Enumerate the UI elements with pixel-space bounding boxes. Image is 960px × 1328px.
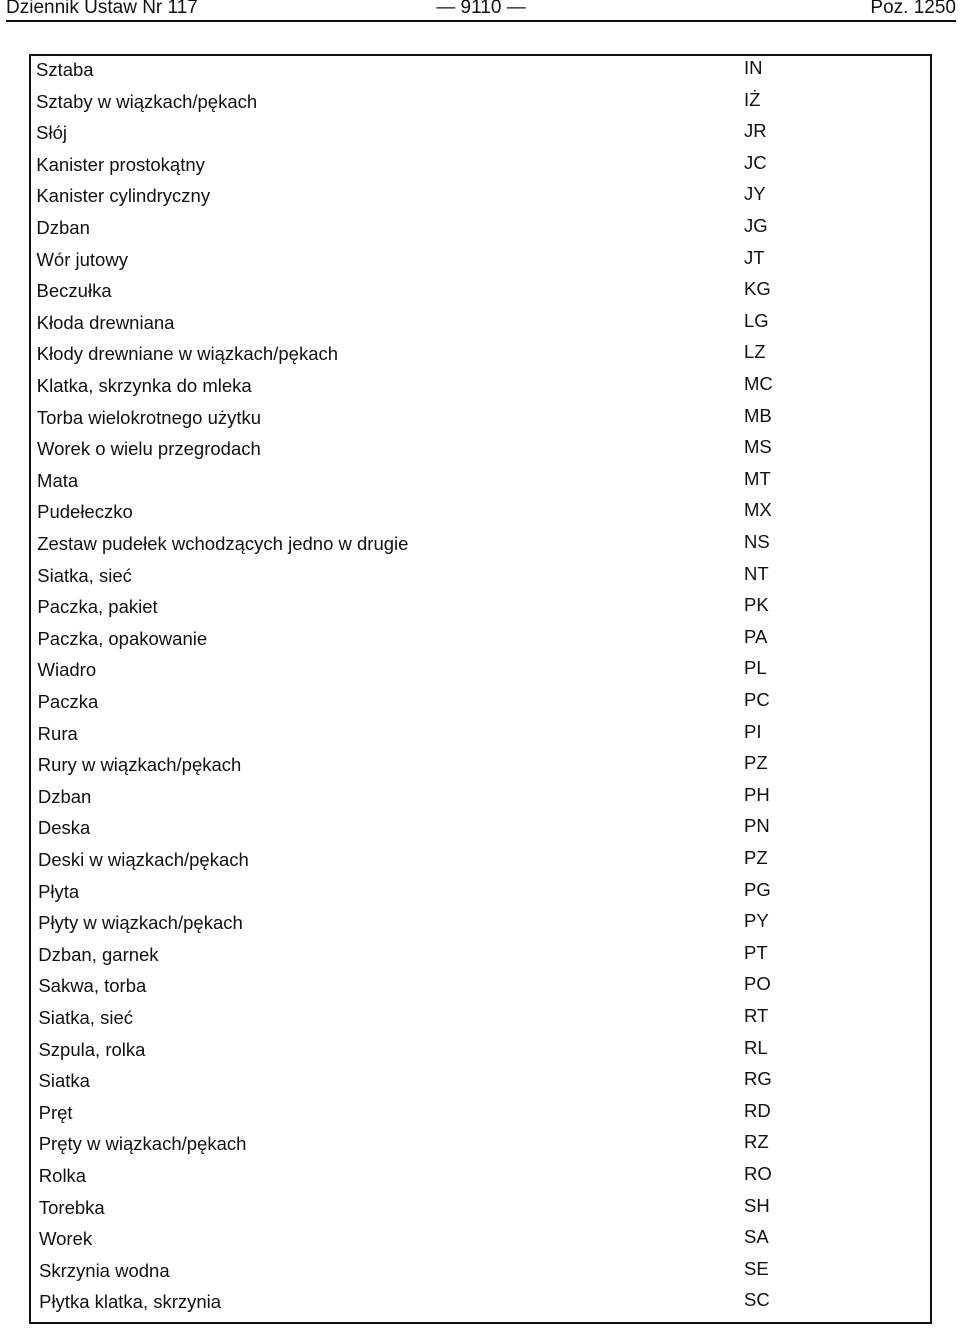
packaging-code: IN	[744, 57, 763, 78]
packaging-name: Klatka, skrzynka do mleka	[36, 375, 252, 396]
packaging-code: PI	[744, 720, 762, 742]
table-row	[31, 1165, 930, 1196]
table-row	[31, 1007, 930, 1038]
packaging-code: SE	[744, 1257, 769, 1279]
table-row	[31, 975, 930, 1006]
packaging-code: RZ	[744, 1131, 769, 1153]
table-row	[31, 533, 930, 564]
table-row	[31, 217, 930, 248]
packaging-code: MS	[744, 436, 772, 458]
packaging-name: Słój	[36, 122, 68, 144]
table-row	[31, 659, 930, 690]
packaging-name: Dzban	[37, 785, 92, 807]
packaging-name: Sakwa, torba	[38, 975, 147, 997]
packaging-name: Pudełeczko	[37, 501, 133, 523]
table-row	[31, 878, 930, 912]
packaging-name: Wiadro	[37, 659, 97, 681]
table-row	[31, 941, 930, 975]
table-row	[31, 151, 930, 185]
table-row	[31, 1228, 930, 1259]
packaging-code: JC	[744, 151, 767, 173]
packaging-name: Deski w wiązkach/pękach	[38, 849, 249, 870]
table-row	[31, 1070, 930, 1101]
packaging-name: Deska	[37, 817, 91, 839]
packaging-code: MB	[744, 404, 772, 426]
position-number: Poz. 1250	[870, 0, 956, 18]
packaging-name: Paczka, opakowanie	[37, 627, 208, 649]
table-row	[31, 1291, 930, 1322]
packaging-code: SA	[744, 1226, 769, 1248]
packaging-name: Siatka, sieć	[38, 1007, 133, 1028]
packaging-name: Dzban, garnek	[38, 943, 159, 965]
table-row	[31, 185, 930, 216]
table-row	[31, 849, 930, 880]
packaging-name: Sztaby w wiązkach/pękach	[36, 90, 258, 112]
table-row	[31, 783, 930, 817]
packaging-name: Mata	[37, 469, 79, 491]
packaging-code: PH	[744, 783, 770, 805]
packaging-code: PL	[744, 657, 767, 679]
packaging-code: SH	[744, 1194, 770, 1216]
table-row	[31, 309, 930, 343]
packaging-name: Rury w wiązkach/pękach	[37, 754, 242, 776]
table-row	[31, 596, 930, 627]
table-row	[31, 1257, 930, 1291]
table-row	[31, 501, 930, 532]
table-row	[31, 404, 930, 438]
table-row	[31, 754, 930, 785]
packaging-code: PC	[744, 689, 770, 710]
packaging-name: Paczka	[37, 691, 99, 712]
packaging-name: Płyta	[38, 880, 80, 902]
table-row	[31, 375, 930, 406]
table-row	[31, 438, 930, 469]
table-rows	[31, 56, 930, 1322]
packaging-code: PZ	[744, 847, 768, 868]
packaging-name: Kłoda drewniana	[36, 311, 175, 333]
page-number: — 9110 —	[436, 0, 526, 18]
packaging-codes-table	[29, 54, 932, 1324]
table-row	[31, 691, 930, 722]
packaging-name: Kanister prostokątny	[36, 153, 205, 175]
packaging-code: MX	[744, 499, 772, 521]
packaging-code: MC	[744, 373, 773, 394]
table-row	[31, 1133, 930, 1164]
packaging-name: Szpula, rolka	[38, 1038, 146, 1060]
table-row	[31, 467, 930, 501]
packaging-code: MT	[744, 467, 771, 489]
packaging-name: Sztaba	[36, 59, 94, 80]
table-row	[31, 720, 930, 754]
packaging-code: PA	[744, 625, 768, 647]
packaging-code: SC	[744, 1289, 770, 1311]
packaging-name: Torebka	[38, 1196, 105, 1218]
packaging-code: RL	[744, 1036, 768, 1058]
packaging-code: PK	[744, 594, 769, 616]
table-row	[31, 912, 930, 943]
packaging-name: Kłody drewniane w wiązkach/pękach	[36, 343, 339, 365]
packaging-code: PO	[744, 973, 771, 995]
table-row	[31, 246, 930, 280]
page-header	[6, 0, 956, 21]
packaging-name: Wór jutowy	[36, 248, 128, 270]
packaging-code: NS	[744, 531, 770, 552]
packaging-name: Płyty w wiązkach/pękach	[38, 912, 243, 934]
packaging-code: JG	[744, 215, 768, 236]
packaging-code: PG	[744, 878, 771, 900]
table-row	[31, 817, 930, 848]
packaging-name: Torba wielokrotnego użytku	[36, 406, 262, 428]
packaging-name: Kanister cylindryczny	[36, 185, 211, 207]
table-row	[31, 59, 930, 90]
packaging-name: Zestaw pudełek wchodzących jedno w drugie	[37, 533, 409, 554]
table-row	[31, 1194, 930, 1228]
packaging-code: PT	[744, 941, 768, 963]
packaging-code: RD	[744, 1099, 771, 1121]
header-rule	[6, 20, 956, 22]
table-row	[31, 280, 930, 311]
packaging-name: Worek	[38, 1228, 93, 1250]
packaging-name: Pręty w wiązkach/pękach	[38, 1133, 247, 1155]
table-row	[31, 625, 930, 659]
packaging-code: LG	[744, 309, 769, 331]
packaging-name: Siatka	[38, 1070, 90, 1092]
packaging-code: LZ	[744, 341, 766, 363]
packaging-name: Rura	[37, 722, 78, 744]
table-row	[31, 88, 930, 122]
packaging-name: Skrzynia wodna	[39, 1259, 170, 1281]
packaging-code: RO	[744, 1163, 772, 1184]
table-row	[31, 122, 930, 153]
packaging-code: JY	[744, 183, 766, 205]
table-row	[31, 562, 930, 596]
packaging-code: PZ	[744, 752, 768, 774]
packaging-code: PY	[744, 910, 769, 932]
packaging-code: PN	[744, 815, 770, 837]
table-row	[31, 1036, 930, 1070]
packaging-code: NT	[744, 562, 769, 584]
packaging-name: Dzban	[36, 217, 90, 238]
packaging-code: JT	[744, 246, 765, 268]
packaging-name: Płytka klatka, skrzynia	[39, 1291, 222, 1313]
packaging-name: Siatka, sieć	[37, 564, 132, 586]
packaging-code: RT	[744, 1005, 769, 1026]
packaging-name: Beczułka	[36, 280, 112, 302]
packaging-code: JR	[744, 120, 767, 142]
packaging-name: Rolka	[38, 1165, 87, 1186]
packaging-code: RG	[744, 1068, 772, 1090]
table-row	[31, 343, 930, 374]
packaging-name: Paczka, pakiet	[37, 596, 158, 618]
packaging-name: Worek o wielu przegrodach	[36, 438, 261, 460]
table-row	[31, 1099, 930, 1133]
packaging-code: IŻ	[744, 88, 761, 110]
packaging-name: Pręt	[38, 1101, 73, 1123]
journal-title: Dziennik Ustaw Nr 117	[6, 0, 198, 18]
packaging-code: KG	[744, 278, 771, 300]
